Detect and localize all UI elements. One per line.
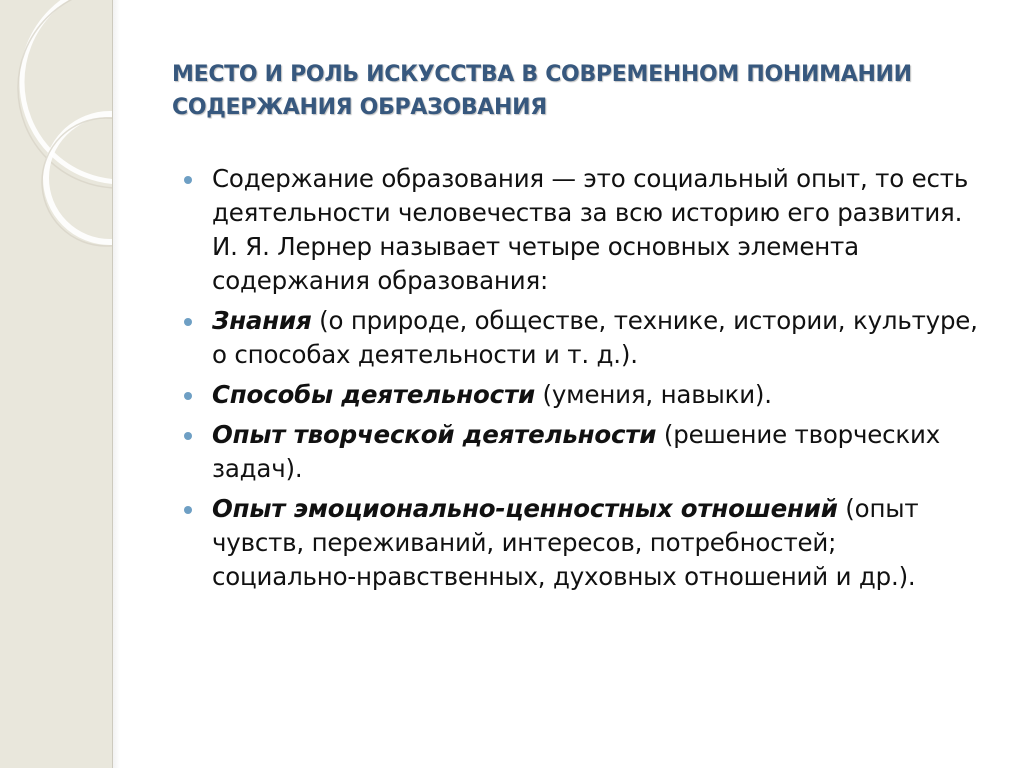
bullet-item-4 <box>182 418 982 486</box>
bullet-term: Опыт эмоционально-ценностных отношений <box>212 494 838 523</box>
bullet-term: Знания <box>212 306 312 335</box>
slide-title-line-2: СОДЕРЖАНИЯ ОБРАЗОВАНИЯ <box>172 95 547 120</box>
bullet-text: (умения, навыки). <box>534 380 772 409</box>
bullet-dot-icon <box>184 432 192 440</box>
bullet-item-1 <box>182 162 982 298</box>
decorative-circles-icon <box>0 0 112 768</box>
bullet-dot-icon <box>184 392 192 400</box>
bullet-dot-icon <box>184 176 192 184</box>
left-decor-panel <box>0 0 113 768</box>
bullet-text: (о природе, обществе, технике, истории, культуре, о способах деятельности и т. д.). <box>212 306 978 369</box>
bullet-text: Содержание образования — это социальный опыт, то есть деятельности человечества за всю историю его развития. И. Я. Лернер называет четыре основных элемента содержания образования: <box>212 164 969 295</box>
bullet-item-5 <box>182 492 982 594</box>
bullet-dot-icon <box>184 318 192 326</box>
bullet-list <box>182 162 982 600</box>
bullet-item-3 <box>182 378 982 412</box>
bullet-term: Способы деятельности <box>212 380 535 409</box>
bullet-dot-icon <box>184 506 192 514</box>
slide-title <box>172 58 992 124</box>
bullet-item-2 <box>182 304 982 372</box>
slide-title-line-1: МЕСТО И РОЛЬ ИСКУССТВА В СОВРЕМЕННОМ ПОНИМАНИИ <box>172 62 912 87</box>
left-panel-shadow <box>112 0 120 768</box>
bullet-text: (решение творческих задач). <box>212 420 941 483</box>
bullet-term: Опыт творческой деятельности <box>212 420 657 449</box>
bullet-text: (опыт чувств, переживаний, интересов, потребностей; социально-нравственных, духовных отношений и др.). <box>212 494 919 591</box>
